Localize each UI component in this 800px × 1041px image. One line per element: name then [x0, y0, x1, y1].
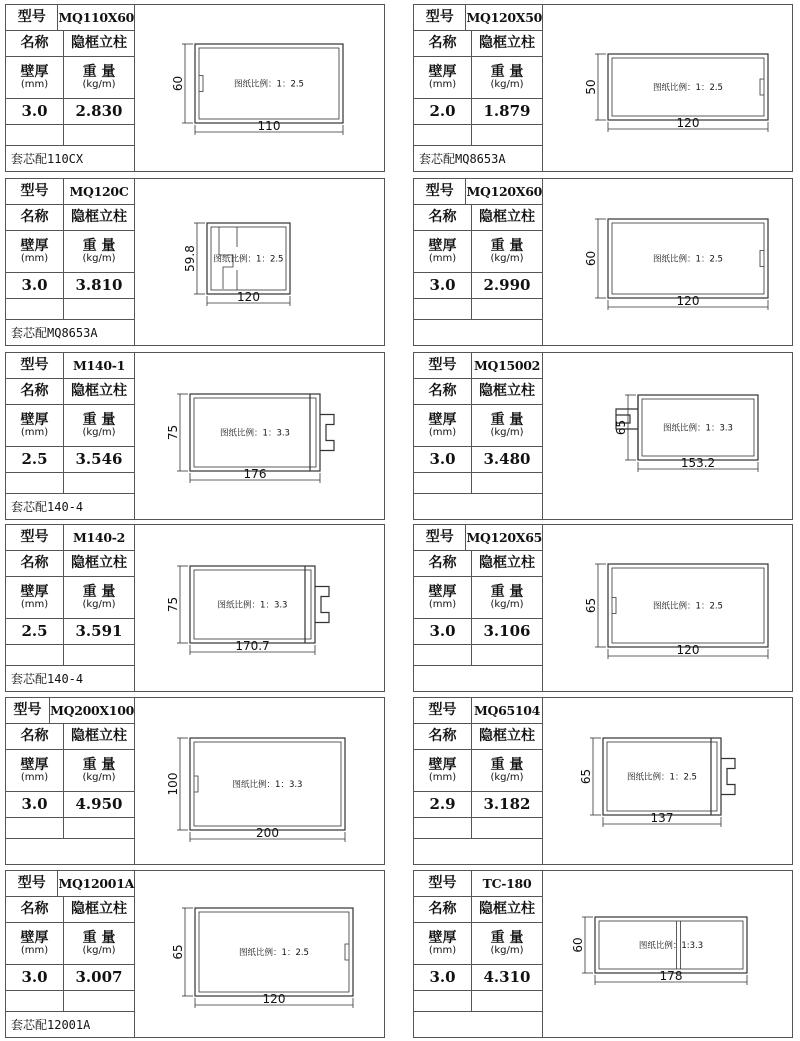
scale-label: 图纸比例：1：2.5 [653, 601, 723, 612]
thickness-header [414, 405, 472, 446]
spec-table [414, 5, 543, 171]
model-label: 型号 [6, 871, 58, 896]
thickness-label: 壁厚 [428, 583, 457, 600]
weight-header [64, 57, 134, 98]
thickness-header [6, 750, 64, 791]
empty-cell [472, 299, 542, 319]
model-label: 型号 [414, 5, 466, 30]
scale-label: 图纸比例：1：3.3 [220, 428, 290, 439]
spec-table [6, 179, 135, 345]
empty-cell [472, 818, 542, 838]
height-dimension-label: 100 [166, 772, 180, 796]
model-value: MQ15002 [473, 357, 541, 373]
notch-mark [199, 76, 203, 92]
height-dimension-label: 65 [584, 597, 598, 614]
weight-header [64, 923, 134, 964]
thickness-header [6, 405, 64, 446]
model-label: 型号 [6, 698, 50, 723]
thickness-label: 壁厚 [428, 411, 457, 428]
profile-section-svg [135, 179, 384, 345]
spec-table [6, 698, 135, 864]
empty-cell [6, 473, 64, 493]
thickness-header [414, 750, 472, 791]
weight-unit: (kg/m) [82, 944, 116, 956]
thickness-label: 壁厚 [20, 583, 49, 600]
thickness-value: 2.5 [6, 447, 64, 472]
model-label: 型号 [6, 353, 64, 378]
weight-value: 1.879 [483, 101, 531, 120]
scale-label: 图纸比例：1：2.5 [653, 254, 723, 265]
profile-card [413, 352, 793, 520]
weight-header [472, 57, 542, 98]
weight-value: 3.546 [75, 449, 123, 468]
profile-card [5, 352, 385, 520]
weight-value: 3.810 [75, 275, 123, 294]
name-value: 隐框立柱 [71, 555, 127, 572]
profile-card [5, 178, 385, 346]
name-value: 隐框立柱 [71, 209, 127, 226]
weight-header [472, 405, 542, 446]
height-dimension-label: 65 [579, 768, 593, 785]
model-value: MQ110X60 [58, 9, 134, 25]
weight-value: 3.182 [483, 794, 531, 813]
scale-label: 图纸比例：1:3.3 [638, 941, 704, 951]
thickness-value: 3.0 [414, 273, 472, 298]
weight-unit: (kg/m) [490, 252, 524, 264]
weight-value: 3.480 [483, 449, 531, 468]
name-value: 隐框立柱 [71, 901, 127, 918]
profile-section-svg [135, 525, 384, 691]
spec-table [6, 871, 135, 1037]
scale-label: 图纸比例：1：3.3 [663, 423, 733, 434]
notch-mark [194, 776, 198, 792]
weight-label: 重 量 [490, 237, 524, 254]
thickness-value: 3.0 [414, 965, 472, 990]
model-value: MQ120X65 [466, 529, 542, 545]
empty-cell [6, 125, 64, 145]
scale-label: 图纸比例：1：2.5 [627, 772, 697, 783]
thickness-label: 壁厚 [428, 929, 457, 946]
profile-drawing [135, 698, 384, 864]
profile-drawing [543, 353, 792, 519]
height-dimension-label: 60 [571, 937, 585, 953]
empty-cell [6, 299, 64, 319]
name-label: 名称 [414, 551, 472, 576]
empty-cell [414, 818, 472, 838]
name-value: 隐框立柱 [71, 383, 127, 400]
thickness-value: 2.9 [414, 792, 472, 817]
profile-card [413, 870, 793, 1038]
model-value: M140-2 [72, 529, 125, 545]
thickness-unit: (mm) [428, 252, 457, 264]
profile-section-svg [543, 871, 792, 1037]
model-value: MQ12001A [58, 875, 134, 891]
profile-drawing [135, 5, 384, 171]
model-value: TC-180 [482, 875, 532, 891]
width-dimension-label: 153.2 [680, 456, 716, 470]
thickness-header [6, 231, 64, 272]
thickness-value: 3.0 [414, 447, 472, 472]
notch-mark [760, 251, 764, 267]
weight-unit: (kg/m) [82, 252, 116, 264]
name-label: 名称 [6, 724, 64, 749]
notch-mark [760, 79, 764, 95]
weight-unit: (kg/m) [490, 78, 524, 90]
empty-cell [472, 645, 542, 665]
scale-label: 图纸比例：1：2.5 [653, 83, 723, 93]
width-dimension-label: 120 [676, 116, 700, 130]
height-dimension-label: 65 [171, 944, 185, 960]
thickness-label: 壁厚 [428, 63, 457, 80]
thickness-value: 3.0 [6, 273, 64, 298]
scale-label: 图纸比例：1：2.5 [213, 254, 284, 265]
name-label: 名称 [414, 205, 472, 230]
empty-cell [414, 125, 472, 145]
weight-label: 重 量 [490, 63, 524, 80]
weight-label: 重 量 [82, 929, 116, 946]
width-dimension-label: 176 [243, 467, 267, 481]
empty-cell [472, 125, 542, 145]
weight-header [64, 405, 134, 446]
name-label: 名称 [6, 379, 64, 404]
weight-label: 重 量 [82, 756, 116, 773]
model-label: 型号 [6, 5, 58, 30]
empty-cell [414, 473, 472, 493]
empty-cell [64, 299, 134, 319]
model-label: 型号 [414, 353, 472, 378]
weight-unit: (kg/m) [82, 426, 116, 438]
profile-drawing [543, 698, 792, 864]
width-dimension-label: 110 [257, 119, 281, 133]
note-text: 套芯配140-4 [11, 672, 84, 686]
thickness-value: 3.0 [6, 965, 64, 990]
name-label: 名称 [414, 897, 472, 922]
weight-value: 4.310 [483, 967, 531, 986]
profile-drawing [135, 179, 384, 345]
empty-cell [64, 473, 134, 493]
thickness-unit: (mm) [428, 598, 457, 610]
notch-mark [612, 598, 616, 614]
profile-section-svg [543, 525, 792, 691]
profile-section-svg [135, 353, 384, 519]
spec-table [414, 871, 543, 1037]
weight-value: 2.990 [483, 275, 531, 294]
name-label: 名称 [6, 551, 64, 576]
scale-label: 图纸比例：1：3.3 [217, 600, 288, 611]
profile-drawing [135, 871, 384, 1037]
name-value: 隐框立柱 [479, 901, 535, 918]
weight-header [64, 577, 134, 618]
spec-table [6, 353, 135, 519]
weight-value: 3.591 [75, 621, 123, 640]
width-dimension-label: 178 [659, 969, 683, 983]
thickness-unit: (mm) [20, 252, 49, 264]
note-text: 套芯配110CX [11, 152, 84, 166]
weight-label: 重 量 [82, 63, 116, 80]
thickness-label: 壁厚 [20, 237, 49, 254]
thickness-header [6, 923, 64, 964]
weight-unit: (kg/m) [490, 598, 524, 610]
thickness-label: 壁厚 [20, 756, 49, 773]
model-value: MQ200X100 [50, 702, 134, 718]
scale-label: 图纸比例：1：3.3 [232, 780, 303, 790]
name-value: 隐框立柱 [479, 555, 535, 572]
profile-drawing [543, 525, 792, 691]
thickness-header [414, 923, 472, 964]
weight-value: 2.830 [75, 101, 123, 120]
fin-mark [305, 566, 329, 643]
width-dimension-label: 137 [650, 811, 674, 825]
model-label: 型号 [414, 525, 466, 550]
profile-drawing [543, 5, 792, 171]
fin-mark [711, 738, 735, 815]
height-dimension-label: 59.8 [183, 245, 197, 272]
spec-table [414, 179, 543, 345]
model-value: MQ65104 [473, 702, 541, 718]
weight-header [472, 577, 542, 618]
profile-card [5, 4, 385, 172]
profile-card [5, 524, 385, 692]
weight-unit: (kg/m) [490, 426, 524, 438]
spec-table [414, 353, 543, 519]
weight-header [64, 231, 134, 272]
thickness-unit: (mm) [428, 426, 457, 438]
empty-cell [64, 125, 134, 145]
model-value: MQ120X50 [466, 9, 542, 25]
thickness-value: 2.5 [6, 619, 64, 644]
weight-header [472, 750, 542, 791]
model-label: 型号 [414, 871, 472, 896]
thickness-value: 2.0 [414, 99, 472, 124]
profile-card [5, 870, 385, 1038]
thickness-label: 壁厚 [20, 63, 49, 80]
scale-label: 图纸比例：1：2.5 [239, 948, 309, 958]
thickness-value: 3.0 [6, 99, 64, 124]
profile-section-svg [543, 5, 792, 171]
empty-cell [6, 991, 64, 1011]
name-value: 隐框立柱 [479, 728, 535, 745]
weight-label: 重 量 [82, 583, 116, 600]
profile-card [5, 697, 385, 865]
width-dimension-label: 170.7 [235, 639, 270, 653]
thickness-unit: (mm) [20, 944, 49, 956]
model-label: 型号 [414, 698, 472, 723]
thickness-label: 壁厚 [428, 237, 457, 254]
model-value: MQ120X60 [466, 183, 542, 199]
weight-label: 重 量 [490, 411, 524, 428]
empty-cell [6, 645, 64, 665]
height-dimension-label: 65 [614, 419, 628, 436]
weight-unit: (kg/m) [82, 78, 116, 90]
profile-section-svg [543, 353, 792, 519]
empty-cell [414, 991, 472, 1011]
height-dimension-label: 60 [584, 250, 598, 267]
width-dimension-label: 200 [256, 826, 279, 840]
weight-header [472, 231, 542, 272]
name-value: 隐框立柱 [479, 209, 535, 226]
thickness-value: 3.0 [6, 792, 64, 817]
weight-unit: (kg/m) [82, 771, 116, 783]
thickness-unit: (mm) [20, 771, 49, 783]
model-label: 型号 [6, 525, 64, 550]
thickness-header [414, 577, 472, 618]
weight-header [472, 923, 542, 964]
profile-drawing [543, 871, 792, 1037]
width-dimension-label: 120 [676, 294, 700, 308]
thickness-unit: (mm) [20, 426, 49, 438]
note-text: 套芯配MQ8653A [419, 152, 506, 166]
thickness-unit: (mm) [428, 944, 457, 956]
empty-cell [64, 991, 134, 1011]
thickness-value: 3.0 [414, 619, 472, 644]
thickness-unit: (mm) [20, 78, 49, 90]
profile-section-svg [543, 179, 792, 345]
name-value: 隐框立柱 [479, 35, 535, 52]
thickness-label: 壁厚 [20, 929, 49, 946]
note-text: 套芯配MQ8653A [11, 326, 98, 340]
thickness-unit: (mm) [428, 78, 457, 90]
thickness-header [414, 231, 472, 272]
weight-label: 重 量 [490, 756, 524, 773]
thickness-header [6, 577, 64, 618]
model-value: M140-1 [72, 357, 125, 373]
name-value: 隐框立柱 [71, 728, 127, 745]
weight-header [64, 750, 134, 791]
name-label: 名称 [6, 205, 64, 230]
name-label: 名称 [414, 724, 472, 749]
name-label: 名称 [6, 31, 64, 56]
profile-section-svg [135, 5, 384, 171]
profile-section-svg [543, 698, 792, 864]
spec-table [414, 698, 543, 864]
model-label: 型号 [6, 179, 64, 204]
empty-cell [6, 818, 64, 838]
thickness-header [6, 57, 64, 98]
model-value: MQ120C [69, 183, 129, 199]
profile-card [413, 524, 793, 692]
name-value: 隐框立柱 [71, 35, 127, 52]
name-label: 名称 [414, 31, 472, 56]
weight-value: 4.950 [75, 794, 123, 813]
spec-table [414, 525, 543, 691]
scale-label: 图纸比例：1：2.5 [234, 79, 304, 90]
profile-drawing [135, 525, 384, 691]
weight-label: 重 量 [490, 929, 524, 946]
profile-card [413, 4, 793, 172]
weight-label: 重 量 [490, 583, 524, 600]
thickness-unit: (mm) [20, 598, 49, 610]
width-dimension-label: 120 [237, 290, 260, 304]
height-dimension-label: 50 [584, 79, 598, 95]
note-text: 套芯配140-4 [11, 500, 84, 514]
fin-mark [310, 394, 334, 471]
profile-section-svg [135, 871, 384, 1037]
thickness-label: 壁厚 [20, 411, 49, 428]
model-label: 型号 [414, 179, 466, 204]
weight-unit: (kg/m) [82, 598, 116, 610]
height-dimension-label: 75 [166, 596, 180, 613]
notch-mark [345, 944, 349, 960]
profile-card [413, 178, 793, 346]
weight-unit: (kg/m) [490, 944, 524, 956]
empty-cell [472, 473, 542, 493]
width-dimension-label: 120 [676, 643, 700, 657]
empty-cell [414, 645, 472, 665]
height-dimension-label: 60 [171, 75, 185, 92]
weight-value: 3.007 [75, 967, 123, 986]
name-label: 名称 [414, 379, 472, 404]
thickness-label: 壁厚 [428, 756, 457, 773]
profile-card [413, 697, 793, 865]
weight-unit: (kg/m) [490, 771, 524, 783]
empty-cell [64, 818, 134, 838]
spec-table [6, 525, 135, 691]
weight-label: 重 量 [82, 411, 116, 428]
empty-cell [414, 299, 472, 319]
name-value: 隐框立柱 [479, 383, 535, 400]
width-dimension-label: 120 [262, 992, 286, 1006]
thickness-unit: (mm) [428, 771, 457, 783]
weight-label: 重 量 [82, 237, 116, 254]
profile-section-svg [135, 698, 384, 864]
note-text: 套芯配12001A [11, 1018, 91, 1032]
thickness-header [414, 57, 472, 98]
weight-value: 3.106 [483, 621, 531, 640]
name-label: 名称 [6, 897, 64, 922]
empty-cell [64, 645, 134, 665]
height-dimension-label: 75 [166, 424, 180, 441]
profile-drawing [543, 179, 792, 345]
empty-cell [472, 991, 542, 1011]
profile-drawing [135, 353, 384, 519]
spec-table [6, 5, 135, 171]
